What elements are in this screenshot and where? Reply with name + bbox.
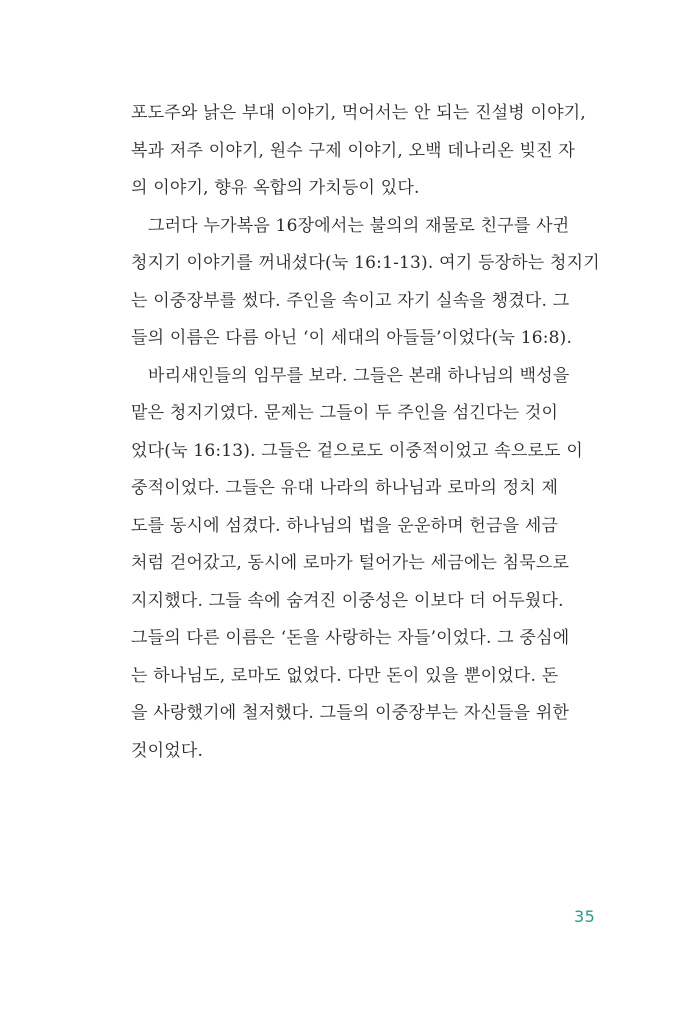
page-number: 35 [574, 907, 596, 926]
text-line: 의 이야기, 향유 옥합의 가치등이 있다. [131, 178, 420, 198]
paragraph-first-line: 그러다 누가복음 16장에서는 불의의 재물로 친구를 사귄 [148, 215, 570, 236]
text-line: 그들의 다른 이름은 ‘돈을 사랑하는 자들’이었다. 그 중심에 [131, 628, 570, 648]
text-line: 들의 이름은 다름 아닌 ‘이 세대의 아들들’이었다(눅 16:8). [131, 328, 573, 348]
text-line: 을 사랑했기에 철저했다. 그들의 이중장부는 자신들을 위한 [131, 703, 570, 723]
text-line: 중적이었다. 그들은 유대 나라의 하나님과 로마의 정치 제 [131, 478, 559, 498]
body-text [131, 95, 601, 770]
text-line: 것이었다. [131, 740, 204, 761]
text-line: 맡은 청지기였다. 문제는 그들이 두 주인을 섬긴다는 것이 [131, 403, 559, 423]
text-line: 청지기 이야기를 꺼내셨다(눅 16:1-13). 여기 등장하는 청지기 [131, 253, 600, 273]
text-line: 지지했다. 그들 속에 숨겨진 이중성은 이보다 더 어두웠다. [131, 590, 564, 611]
text-line: 었다(눅 16:13). 그들은 겉으로도 이중적이었고 속으로도 이 [131, 440, 583, 461]
text-line: 포도주와 낡은 부대 이야기, 먹어서는 안 되는 진설병 이야기, [131, 103, 586, 123]
text-line: 는 하나님도, 로마도 없었다. 다만 돈이 있을 뿐이었다. 돈 [131, 665, 559, 686]
text-line: 도를 동시에 섬겼다. 하나님의 법을 운운하며 헌금을 세금 [131, 515, 559, 536]
text-line: 처럼 걷어갔고, 동시에 로마가 털어가는 세금에는 침묵으로 [131, 553, 570, 573]
paragraph-first-line: 바리새인들의 임무를 보라. 그들은 본래 하나님의 백성을 [148, 365, 570, 386]
text-line: 복과 저주 이야기, 원수 구제 이야기, 오백 데나리온 빚진 자 [131, 140, 575, 161]
text-line: 는 이중장부를 썼다. 주인을 속이고 자기 실속을 챙겼다. 그 [131, 290, 570, 311]
